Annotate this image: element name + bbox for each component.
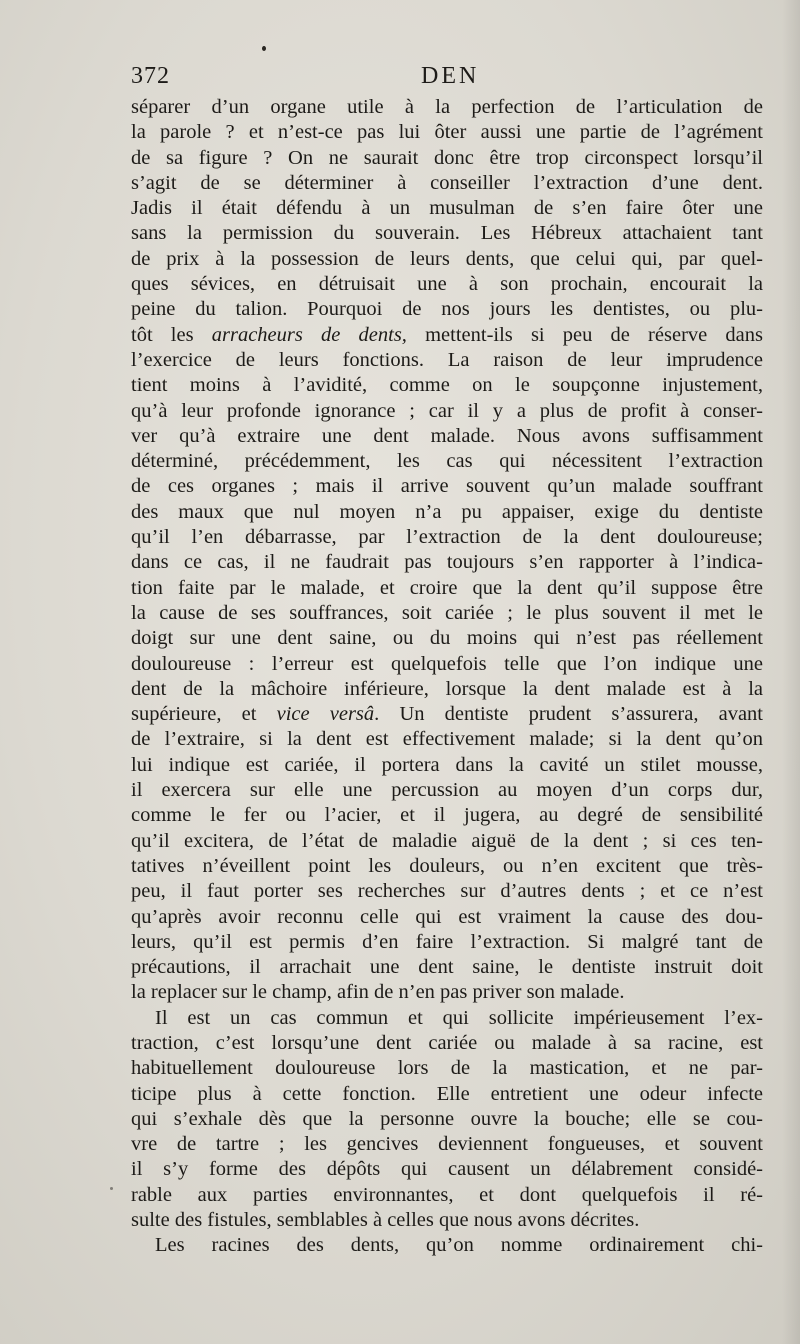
- body-text: [131, 95, 763, 1259]
- text-line: habituellement douloureuse lors de la mastication, et ne par-: [131, 1057, 763, 1080]
- text-line: qui s’exhale dès que la personne ouvre la bouche; elle se cou-: [131, 1107, 763, 1130]
- text-line: il exercera sur elle une percussion au moyen d’un corps dur,: [131, 779, 763, 802]
- text-line: dent de la mâchoire inférieure, lorsque la dent malade est à la: [131, 677, 763, 700]
- italic-phrase: arracheurs de dents,: [211, 323, 407, 346]
- text-line: de l’extraire, si la dent est effectivement malade; si la dent qu’on: [131, 728, 763, 751]
- text-line: comme le fer ou l’acier, et il jugera, au degré de sensibilité: [131, 804, 763, 827]
- text-line: des maux que nul moyen n’a pu appaiser, exige du dentiste: [131, 500, 763, 523]
- page-number: 372: [131, 63, 170, 89]
- text-line: s’agit de se déterminer à conseiller l’extraction d’une dent.: [131, 171, 763, 194]
- running-head: [131, 63, 761, 93]
- text-segment: mettent-ils si peu de réserve dans: [406, 323, 763, 346]
- text-line: sulte des fistules, semblables à celles que nous avons décrites.: [131, 1209, 640, 1232]
- text-line: précautions, il arrachait une dent saine, le dentiste instruit doit: [131, 956, 763, 979]
- text-line: lui indique est cariée, il portera dans la cavité un stilet mousse,: [131, 753, 763, 776]
- italic-phrase: vice versâ: [276, 703, 375, 726]
- text-line: qu’il l’en débarrasse, par l’extraction de la dent douloureuse;: [131, 526, 763, 549]
- text-line: de ces organes ; mais il arrive souvent qu’un malade souffrant: [131, 475, 763, 498]
- text-segment: supérieure, et: [131, 703, 277, 726]
- text-line: la cause de ses souffrances, soit cariée ; le plus souvent il met le: [131, 601, 763, 624]
- text-line: doigt sur une dent saine, ou du moins qui n’est pas réellement: [131, 627, 763, 650]
- text-line: de sa figure ? On ne saurait donc être trop circonspect lorsqu’il: [131, 146, 763, 169]
- text-line: ques sévices, en détruisait une à son prochain, encourait la: [131, 273, 763, 296]
- text-line: ver qu’à extraire une dent malade. Nous avons suffisamment: [131, 424, 763, 447]
- text-line: l’exercice de leurs fonctions. La raison de leur imprudence: [131, 348, 763, 371]
- text-line: la parole ? et n’est-ce pas lui ôter aussi une partie de l’agrément: [131, 121, 763, 144]
- text-line: il s’y forme des dépôts qui causent un délabrement considé-: [131, 1158, 763, 1181]
- ink-speck: [110, 1187, 113, 1190]
- text-line: douloureuse : l’erreur est quelquefois telle que l’on indique une: [131, 652, 763, 675]
- text-segment: . Un dentiste prudent s’assurera, avant: [374, 703, 763, 726]
- text-line: sans la permission du souverain. Les Hébreux attachaient tant: [131, 222, 763, 245]
- text-line: qu’après avoir reconnu celle qui est vraiment la cause des dou-: [131, 905, 763, 928]
- text-line: tatives n’éveillent point les douleurs, ou n’en excitent que très-: [131, 854, 763, 877]
- text-line: tion faite par le malade, et croire que la dent qu’il suppose être: [131, 576, 763, 599]
- text-line: séparer d’un organe utile à la perfection de l’articulation de: [131, 96, 763, 118]
- text-line: rable aux parties environnantes, et dont quelquefois il ré-: [131, 1183, 763, 1206]
- text-line: qu’à leur profonde ignorance ; car il y a plus de profit à conser-: [131, 399, 763, 422]
- text-line-with-italic: [131, 323, 763, 348]
- text-line: peine du talion. Pourquoi de nos jours les dentistes, ou plu-: [131, 298, 763, 321]
- text-line: la replacer sur le champ, afin de n’en pas priver son malade.: [131, 981, 625, 1004]
- text-line-with-italic: [131, 702, 763, 727]
- text-line: Jadis il était défendu à un musulman de s’en faire ôter une: [131, 197, 763, 220]
- text-line: peu, il faut porter ses recherches sur d’autres dents ; et ce n’est: [131, 880, 763, 903]
- text-segment: tôt les: [131, 323, 212, 346]
- text-line: ticipe plus à cette fonction. Elle entretient une odeur infecte: [131, 1082, 763, 1105]
- text-line: vre de tartre ; les gencives deviennent fongueuses, et souvent: [131, 1133, 763, 1156]
- text-line: de prix à la possession de leurs dents, que celui qui, par quel-: [131, 247, 763, 270]
- ink-speck: [262, 46, 266, 51]
- text-line: déterminé, précédemment, les cas qui nécessitent l’extraction: [131, 450, 763, 473]
- text-line: traction, c’est lorsqu’une dent cariée ou malade à sa racine, est: [131, 1031, 763, 1054]
- text-line: dans ce cas, il ne faudrait pas toujours s’en rapporter à l’indica-: [131, 551, 763, 574]
- paragraph-start-line: Les racines des dents, qu’on nomme ordinairement chi-: [155, 1234, 763, 1257]
- running-title: DEN: [421, 63, 480, 89]
- page-edge-shadow: [782, 0, 800, 1344]
- text-line: qu’il excitera, de l’état de maladie aiguë de la dent ; si ces ten-: [131, 829, 763, 852]
- text-line: leurs, qu’il est permis d’en faire l’extraction. Si malgré tant de: [131, 930, 763, 953]
- text-line: tient moins à l’avidité, comme on le soupçonne injustement,: [131, 374, 763, 397]
- paragraph-start-line: Il est un cas commun et qui sollicite impérieusement l’ex-: [155, 1006, 763, 1029]
